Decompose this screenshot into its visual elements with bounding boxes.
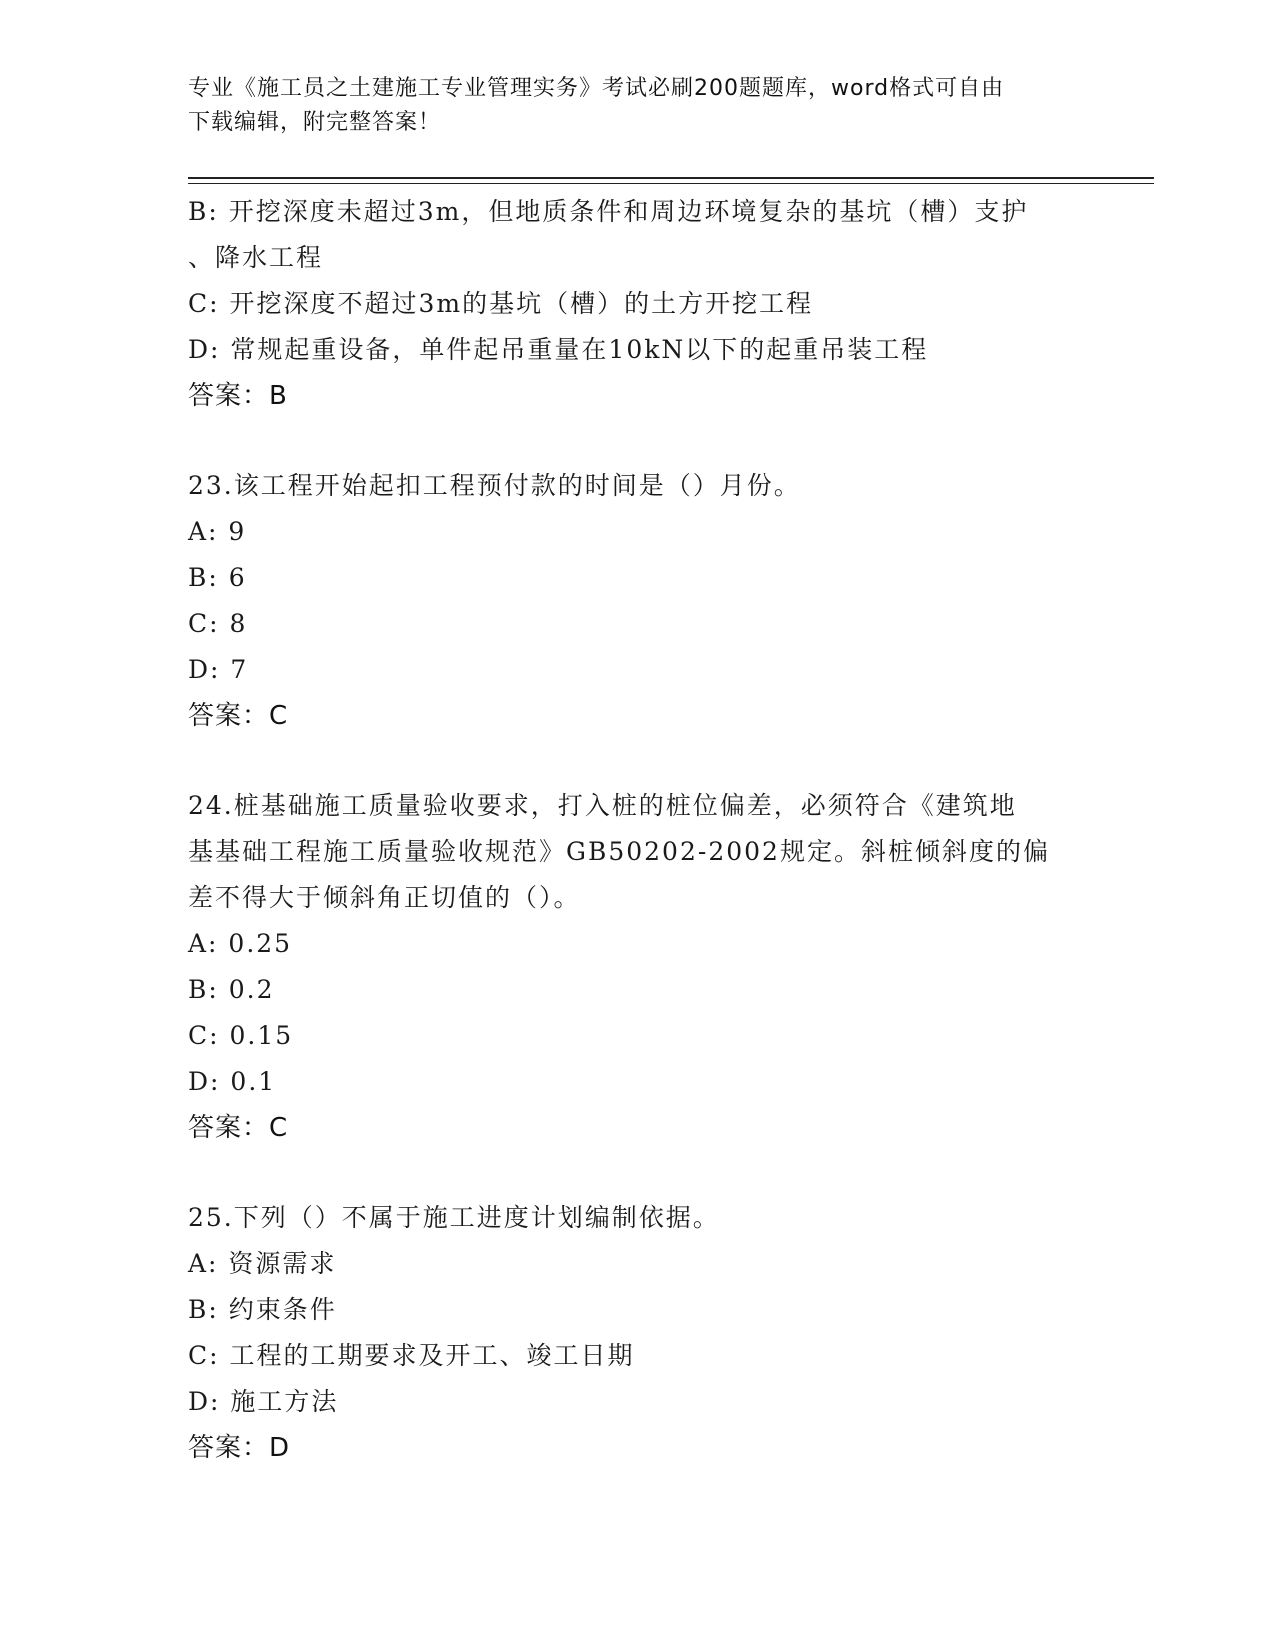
q23-answer: 答案：C xyxy=(188,701,289,731)
header-line-1: 专业《施工员之土建施工专业管理实务》考试必刷200题题库，word格式可自由 xyxy=(188,76,1005,101)
spacer xyxy=(188,419,1088,463)
header-divider-thin xyxy=(188,183,1154,184)
q24-option-c: C: 0.15 xyxy=(188,1021,294,1050)
q24-stem-line-2: 基基础工程施工质量验收规范》GB50202-2002规定。斜桩倾斜度的偏 xyxy=(188,837,1050,866)
q24-answer: 答案：C xyxy=(188,1113,289,1143)
q25-stem: 25.下列（）不属于施工进度计划编制依据。 xyxy=(188,1203,720,1232)
q24-stem-line-3: 差不得大于倾斜角正切值的（）。 xyxy=(188,883,581,912)
q23-option-d: D: 7 xyxy=(188,655,249,684)
header-line-2: 下载编辑，附完整答案！ xyxy=(188,110,442,135)
q25-option-a: A: 资源需求 xyxy=(188,1249,337,1278)
q22-option-b-line-2: 、降水工程 xyxy=(188,243,324,272)
question-list xyxy=(188,189,1088,1471)
q25-option-b: B: 约束条件 xyxy=(188,1295,337,1324)
q23-option-b: B: 6 xyxy=(188,563,247,592)
document-header xyxy=(188,72,1068,140)
q22-option-d: D: 常规起重设备，单件起吊重量在10kN以下的起重吊装工程 xyxy=(188,335,929,364)
q25-option-c: C: 工程的工期要求及开工、竣工日期 xyxy=(188,1341,635,1370)
question-23 xyxy=(188,463,1088,739)
q22-answer: 答案：B xyxy=(188,381,288,411)
header-divider-thick xyxy=(188,177,1154,179)
q25-option-d: D: 施工方法 xyxy=(188,1387,339,1416)
q23-stem: 23.该工程开始起扣工程预付款的时间是（）月份。 xyxy=(188,471,801,500)
q24-option-b: B: 0.2 xyxy=(188,975,275,1004)
q23-option-c: C: 8 xyxy=(188,609,248,638)
q24-option-d: D: 0.1 xyxy=(188,1067,277,1096)
q22-option-b-line-1: B: 开挖深度未超过3m，但地质条件和周边环境复杂的基坑（槽）支护 xyxy=(188,197,1029,226)
q22-option-c: C: 开挖深度不超过3m的基坑（槽）的土方开挖工程 xyxy=(188,289,814,318)
question-22-continued xyxy=(188,189,1088,419)
q24-stem-line-1: 24.桩基础施工质量验收要求，打入桩的桩位偏差，必须符合《建筑地 xyxy=(188,791,1017,820)
spacer xyxy=(188,739,1088,783)
q25-answer: 答案：D xyxy=(188,1433,291,1463)
spacer xyxy=(188,1151,1088,1195)
question-25 xyxy=(188,1195,1088,1471)
q24-option-a: A: 0.25 xyxy=(188,929,293,958)
question-24 xyxy=(188,783,1088,1151)
q23-option-a: A: 9 xyxy=(188,517,247,546)
